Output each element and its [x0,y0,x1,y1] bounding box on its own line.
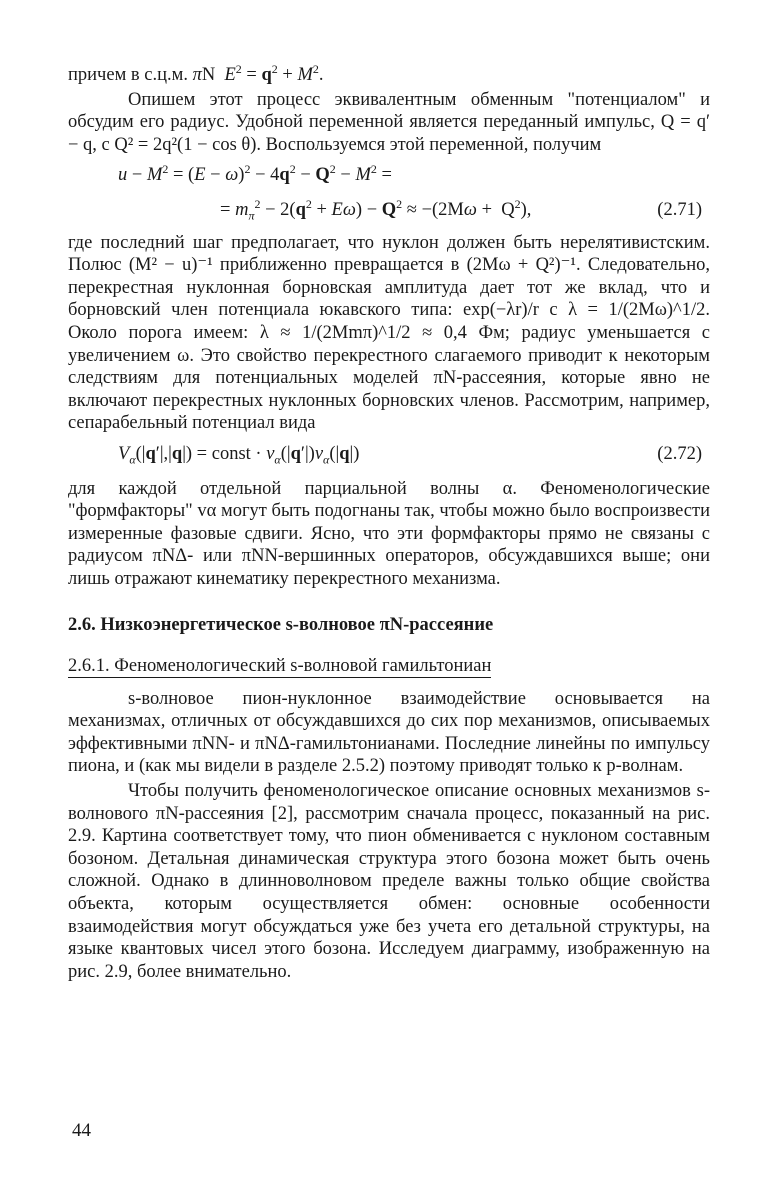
page-number: 44 [72,1120,91,1141]
paragraph-s-wave: s-волновое пион-нуклонное взаимодействие основывается на механизмах, отличных от обсуждавшихся до сих пор механизмов, описываемых эффективными πNN- и πNΔ-гамильтонианами. Последние линейны по импульсу пиона, и (как мы видели в разделе 2.5.2) поэтому приводят только к p-волнам. [68,688,710,777]
equation-2-71-line2: = $m_\pi^2 - 2(q^2 + E\omega) - Q^2 \approx -(2M\omega + Q^2)$, (2.71) [220,196,702,223]
equation-2-72: $V_\alpha(|q'|,|q|)$ = const · $v_\alpha(|q'|)v_\alpha(|q|)$ (2.72) [118,443,702,467]
top-line: причем в с.ц.м. πN $E^2 = q^2 + M^2$. [68,61,324,85]
equation-number: (2.72) [657,443,702,464]
paragraph-formfactors: для каждой отдельной парциальной волны α. Феноменологические "формфакторы" vα могут быть подогнаны так, чтобы можно было воспроизвести измеренные фазовые сдвиги. Ясно, что эти формфакторы прямо не связаны с радиусом πNΔ- или πNN-вершинных операторов, обсуждавшихся выше; они лишь отражают кинематику перекрестного механизма. [68,478,710,589]
paragraph-potential: Опишем этот процесс эквивалентным обменным "потенциалом" и обсудим его радиус. Удобной переменной является переданный импульс, Q = q′ − q, с Q² = 2q²(1 − cos θ). Воспользуемся этой переменной, получим [68,89,710,155]
paragraph-phenomenology: Чтобы получить феноменологическое описание основных механизмов s-волнового πN-рассеяния [2], рассмотрим сначала процесс, показанный на рис. 2.9. Картина соответствует тому, что пион обменивается с нуклоном составным бозоном. Детальная динамическая структура этого бозона может быть очень сложной. Однако в длинноволновом пределе важны только общие свойства объекта, которым осуществляется обмен: основные особенности взаимодействия могут обсуждаться уже без учета его детальной структуры, на языке квантовых чисел этого бозона. Исследуем диаграмму, изображенную на рис. 2.9, более внимательно. [68,781,710,982]
section-heading: 2.6. Низкоэнергетическое s-волновое πN-рассеяние [68,615,494,636]
subsection-heading: 2.6.1. Феноменологический s-волновой гамильтониан [68,656,492,677]
equation-2-71-line1: $u - M^2 = (E - \omega)^2 - 4q^2 - Q^2 - M^2$ = [118,162,392,186]
page-body [68,61,710,983]
paragraph-crossed-term: где последний шаг предполагает, что нуклон должен быть нерелятивистским. Полюс (M² − u)⁻¹ приближенно превращается в (2Mω + Q²)⁻¹. Следовательно, перекрестная нуклонная борновская амплитуда дает тот же вклад, что и борновский член потенциала юкавского типа: exp(−λr)/r с λ = 1/(2Mω)^1/2. Около порога имеем: λ ≈ 1/(2Mmπ)^1/2 ≈ 0,4 Фм; радиус уменьшается с увеличением ω. Это свойство перекрестного слагаемого приводит к некоторым следствиям для потенциальных моделей πN-рассеяния, которые явно не включают перекрестных нуклонных борновских членов. Рассмотрим, например, сепарабельный потенциал вида [68,232,710,434]
equation-number: (2.71) [657,199,702,220]
